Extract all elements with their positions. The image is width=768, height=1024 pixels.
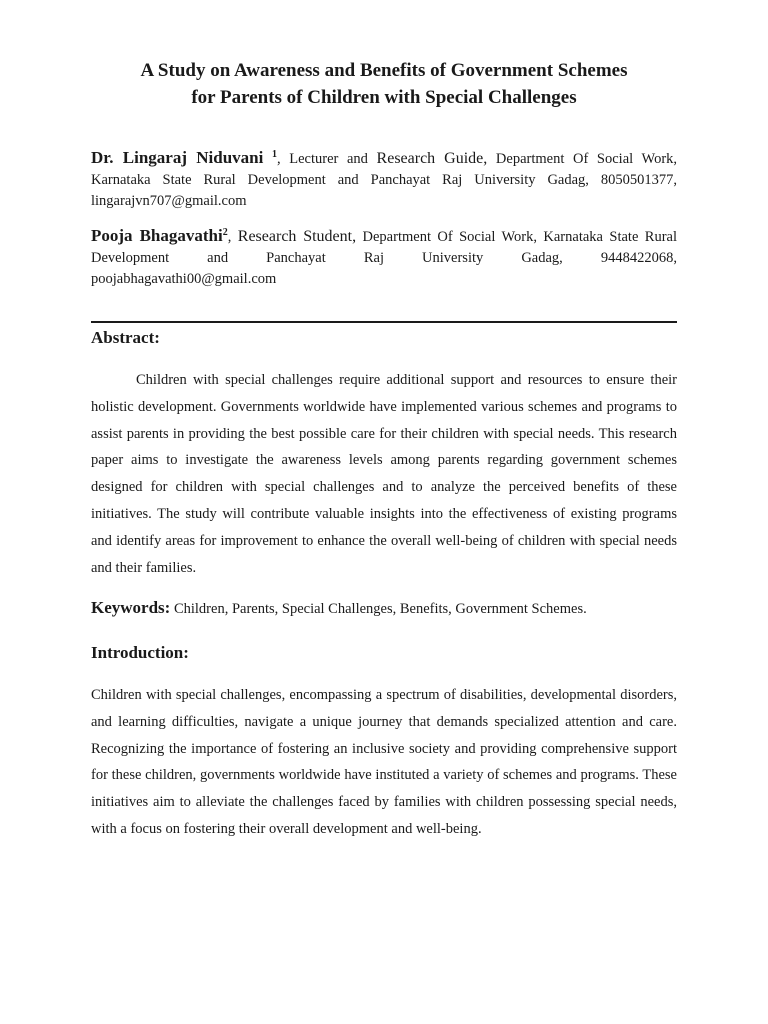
author-2-role-prefix: ,: [227, 229, 238, 245]
author-1-university: Karnataka State Rural Development and Panchayat Raj University Gadag, 8050501377,: [91, 172, 677, 188]
paper-title: [91, 57, 677, 111]
author-1-role-prefix: , Lecturer and: [276, 151, 377, 167]
title-line-2: for Parents of Children with Special Challenges: [191, 87, 577, 108]
author-2-department: Department Of Social Work, Karnataka State Rural: [356, 229, 678, 245]
author-2-university: Development and Panchayat Raj University Gadag, 9448422068,: [91, 250, 677, 266]
author-block-2: [91, 225, 677, 290]
title-line-1: A Study on Awareness and Benefits of Government Schemes: [140, 60, 628, 81]
author-1-affiliation-mark: 1: [271, 149, 277, 160]
author-2-line-1: [91, 225, 677, 248]
keywords-label: Keywords:: [91, 598, 171, 617]
abstract-text: Children with special challenges require additional support and resources to ensure their holistic development. Governments worldwide have implemented various schemes and programs to assist parents in providing the best possible care for their children with special needs. This research paper aims to investigate the awareness levels among parents regarding government schemes designed for children with special challenges and to analyze the perceived benefits of these initiatives. The study will contribute valuable insights into the effectiveness of existing programs and identify areas for improvement to enhance the overall well-being of children with special needs and their families.: [91, 372, 677, 576]
author-1-department: Department Of Social Work,: [487, 151, 678, 167]
author-2-name: Pooja Bhagavathi: [91, 226, 223, 245]
author-block-1: [91, 147, 677, 212]
author-1-line-1: [91, 147, 677, 170]
introduction-heading: Introduction:: [91, 643, 189, 662]
section-divider: [91, 321, 677, 323]
introduction-text: Children with special challenges, encompassing a spectrum of disabilities, developmental disorders, and learning difficulties, navigate a unique journey that demands specialized attention and care. Recognizing the importance of fostering an inclusive society and providing comprehensive support for these children, governments worldwide have instituted a variety of schemes and programs. These initiatives aim to alleviate the challenges faced by families with children possessing special needs, with a focus on fostering their overall development and well-being.: [91, 687, 677, 837]
keywords: [91, 596, 677, 621]
keywords-text: Children, Parents, Special Challenges, Benefits, Government Schemes.: [170, 601, 587, 617]
author-1-role: Research Guide,: [376, 150, 488, 167]
author-2-affiliation-mark: 2: [222, 227, 228, 238]
author-2-email: poojabhagavathi00@gmail.com: [91, 271, 277, 287]
author-1-email: lingarajvn707@gmail.com: [91, 193, 247, 209]
author-2-role: Research Student,: [237, 228, 357, 245]
abstract-heading: Abstract:: [91, 328, 160, 347]
author-1-name: Dr. Lingaraj Niduvani: [91, 148, 264, 167]
